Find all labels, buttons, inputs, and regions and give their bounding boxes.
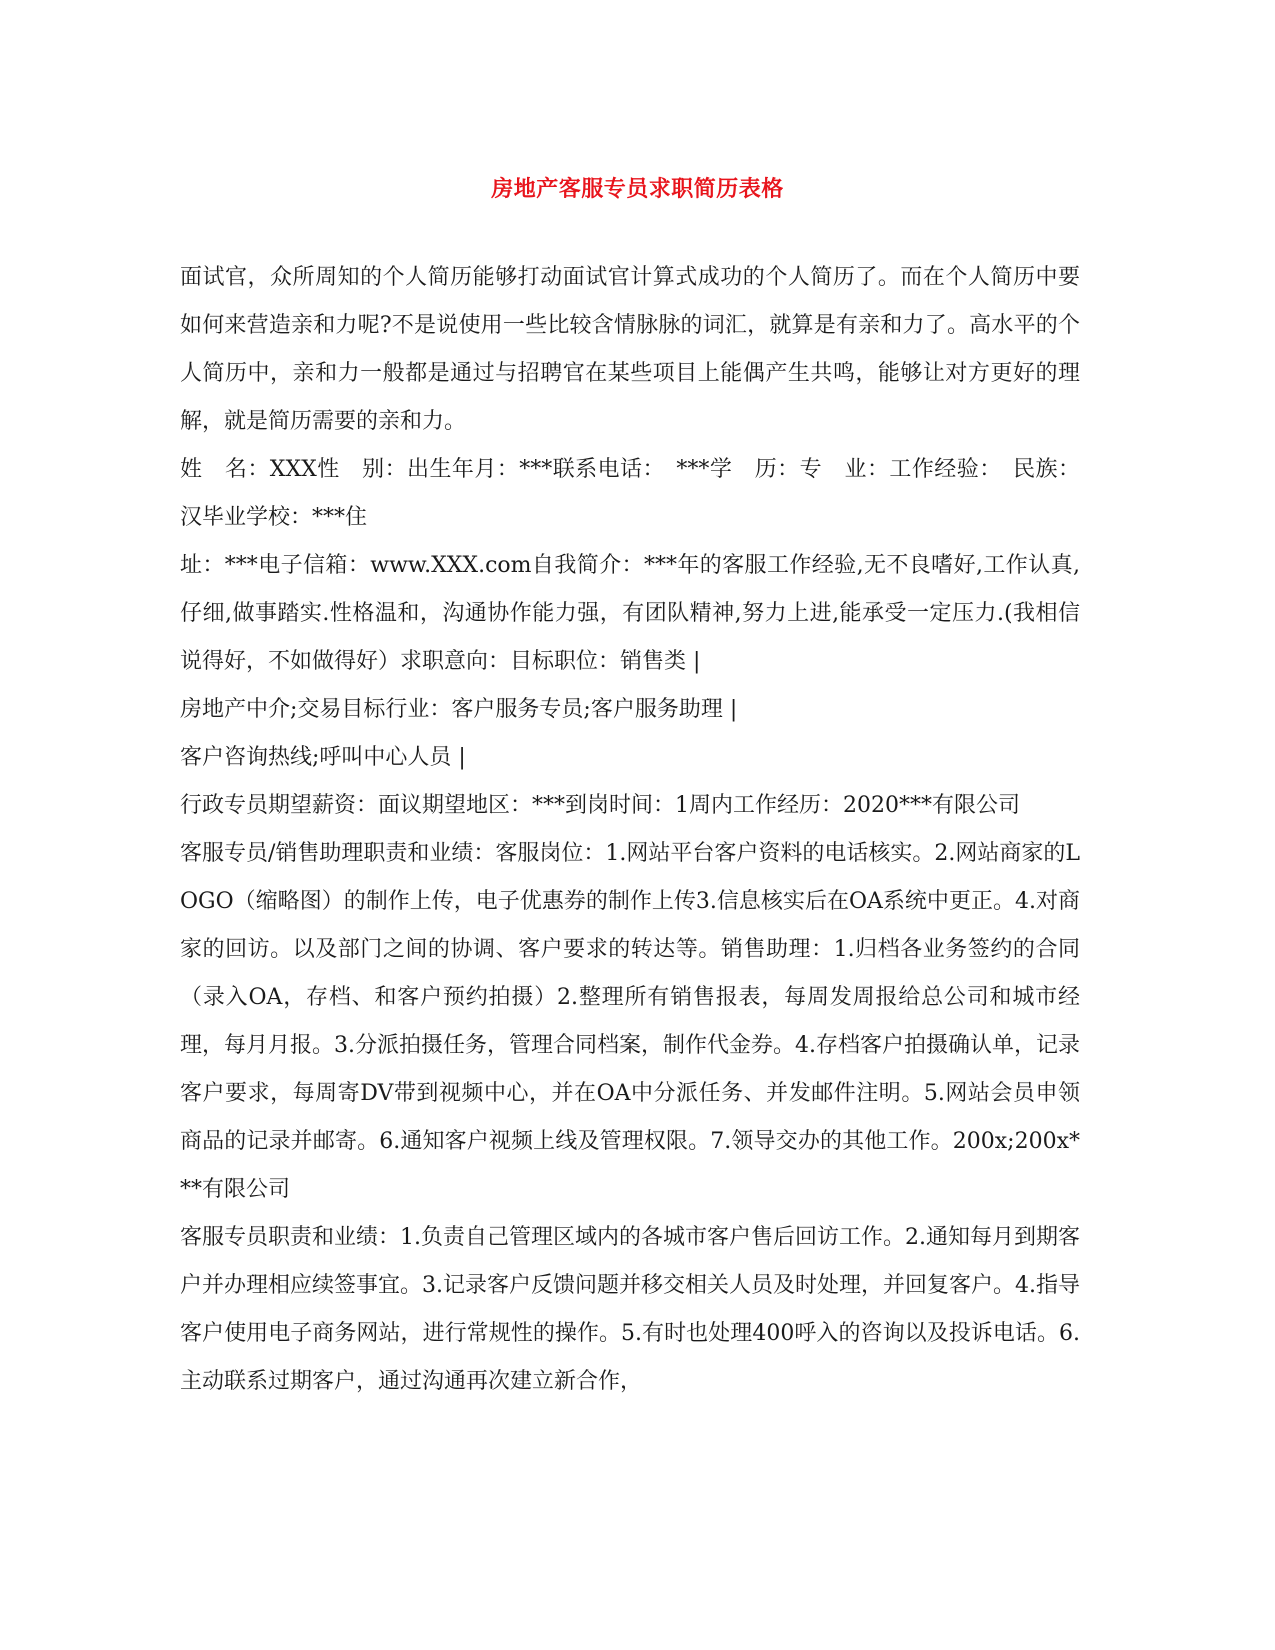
expectation-paragraph: 行政专员期望薪资：面议期望地区：***到岗时间：1周内工作经历：2020***有限公司: [180, 793, 1020, 818]
self-intro-paragraph: 址：***电子信箱：www.XXX.com自我简介：***年的客服工作经验,无不良嗜好,工作认真,仔细,做事踏实.性格温和，沟通协作能力强，有团队精神,努力上进,能承受一定压力.(我相信说得好，不如做得好）求职意向：目标职位：销售类 |: [180, 553, 1080, 674]
experience-paragraph-2: 客服专员职责和业绩：1.负责自己管理区域内的各城市客户售后回访工作。2.通知每月到期客户并办理相应续签事宜。3.记录客户反馈问题并移交相关人员及时处理，并回复客户。4.指导客户使用电子商务网站，进行常规性的操作。5.有时也处理400呼入的咨询以及投诉电话。6.主动联系过期客户，通过沟通再次建立新合作，: [180, 1225, 1080, 1394]
experience-paragraph-1: 客服专员/销售助理职责和业绩：客服岗位：1.网站平台客户资料的电话核实。2.网站商家的LOGO（缩略图）的制作上传，电子优惠券的制作上传3.信息核实后在OA系统中更正。4.对商家的回访。以及部门之间的协调、客户要求的转达等。销售助理：1.归档各业务签约的合同（录入OA，存档、和客户预约拍摄）2.整理所有销售报表，每周发周报给总公司和城市经理，每月月报。3.分派拍摄任务，管理合同档案，制作代金券。4.存档客户拍摄确认单，记录客户要求，每周寄DV带到视频中心，并在OA中分派任务、并发邮件注明。5.网站会员申领商品的记录并邮寄。6.通知客户视频上线及管理权限。7.领导交办的其他工作。200x;200x***有限公司: [180, 841, 1081, 1202]
document-title: 房地产客服专员求职简历表格: [491, 176, 784, 202]
target-position-paragraph: 客户咨询热线;呼叫中心人员 |: [180, 745, 466, 770]
document-body: [180, 254, 1080, 1406]
target-industry-paragraph: 房地产中介;交易目标行业：客户服务专员;客户服务助理 |: [180, 697, 738, 722]
intro-paragraph: 面试官，众所周知的个人简历能够打动面试官计算式成功的个人简历了。而在个人简历中要如何来营造亲和力呢?不是说使用一些比较含情脉脉的词汇，就算是有亲和力了。高水平的个人简历中，亲和力一般都是通过与招聘官在某些项目上能偶产生共鸣，能够让对方更好的理解，就是简历需要的亲和力。: [180, 265, 1080, 434]
personal-info-paragraph: 姓 名：XXX性 别：出生年月：***联系电话： ***学 历：专 业：工作经验： 民族：汉毕业学校：***住: [180, 457, 1080, 530]
